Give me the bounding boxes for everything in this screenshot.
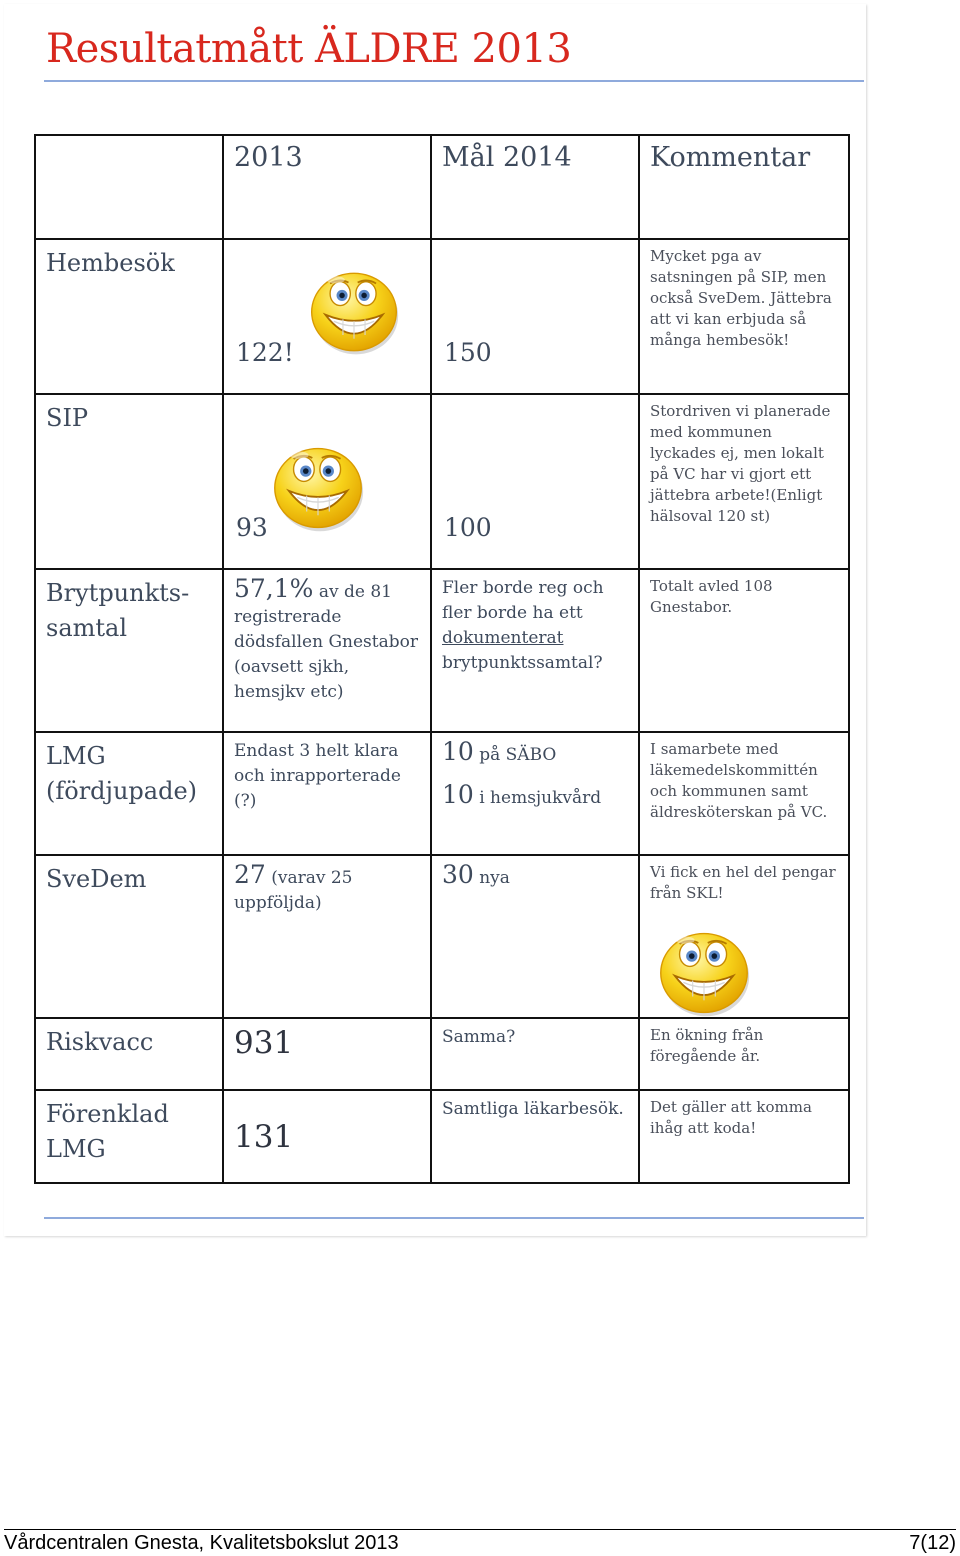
cell-lmg-goal bbox=[431, 732, 639, 855]
row-sip bbox=[35, 394, 849, 569]
row-hembesok bbox=[35, 239, 849, 394]
smiley-icon bbox=[304, 266, 404, 358]
value-hembesok-goal: 150 bbox=[444, 338, 492, 367]
value-forenklad-2013: 131 bbox=[223, 1090, 431, 1183]
label-svedem: SveDem bbox=[35, 855, 223, 1018]
smiley-icon bbox=[654, 926, 754, 1018]
bottom-rule bbox=[44, 1217, 864, 1219]
cell-svedem-comment bbox=[639, 855, 849, 1018]
cell-sip-2013 bbox=[223, 394, 431, 569]
page-title: Resultatmått ÄLDRE 2013 bbox=[46, 26, 572, 72]
slide-image bbox=[4, 4, 866, 1236]
comment-svedem: Vi fick en hel del pengar från SKL! bbox=[650, 863, 836, 902]
row-riskvacc bbox=[35, 1018, 849, 1090]
label-sip: SIP bbox=[35, 394, 223, 569]
header-goal-2014: Mål 2014 bbox=[431, 135, 639, 239]
value-riskvacc-goal: Samma? bbox=[431, 1018, 639, 1090]
value-sip-goal: 100 bbox=[444, 513, 492, 542]
comment-sip: Stordriven vi planerade med kommunen lyckades ej, men lokalt på VC har vi gjort ett jättebra arbete!(Enligt hälsoval 120 st) bbox=[639, 394, 849, 569]
header-2013: 2013 bbox=[223, 135, 431, 239]
value-lmg-2013: Endast 3 helt klara och inrapporterade (?) bbox=[223, 732, 431, 855]
value-forenklad-goal: Samtliga läkarbesök. bbox=[431, 1090, 639, 1183]
goal-lmg-hemsjukvard-text: i hemsjukvård bbox=[479, 788, 602, 808]
goal-brytpunkt-underlined: dokumenterat bbox=[442, 628, 564, 648]
cell-brytpunkt-goal bbox=[431, 569, 639, 732]
goal-svedem-text: nya bbox=[479, 868, 510, 888]
value-hembesok-2013: 122! bbox=[236, 338, 294, 367]
comment-lmg: I samarbete med läkemedelskommittén och kommunen samt äldresköterskan på VC. bbox=[639, 732, 849, 855]
cell-brytpunkt-2013 bbox=[223, 569, 431, 732]
header-comment: Kommentar bbox=[639, 135, 849, 239]
goal-lmg-hemsjukvard-number: 10 bbox=[442, 780, 474, 809]
row-svedem bbox=[35, 855, 849, 1018]
row-forenklad-lmg bbox=[35, 1090, 849, 1183]
header-row bbox=[35, 135, 849, 239]
page-footer bbox=[4, 1529, 956, 1555]
goal-lmg-sabo-text: på SÄBO bbox=[479, 745, 557, 765]
footer-document-title: Vårdcentralen Gnesta, Kvalitetsbokslut 2013 bbox=[4, 1532, 399, 1554]
results-table bbox=[34, 134, 850, 1184]
comment-hembesok: Mycket pga av satsningen på SIP, men också SveDem. Jättebra att vi kan erbjuda så många hembesök! bbox=[639, 239, 849, 394]
value-svedem-goal: 30 bbox=[442, 860, 474, 889]
value-svedem-detail: (varav 25 uppföljda) bbox=[234, 868, 353, 913]
comment-brytpunkt: Totalt avled 108 Gnestabor. bbox=[639, 569, 849, 732]
goal-lmg-sabo-number: 10 bbox=[442, 737, 474, 766]
cell-hembesok-goal bbox=[431, 239, 639, 394]
cell-sip-goal bbox=[431, 394, 639, 569]
cell-svedem-goal bbox=[431, 855, 639, 1018]
header-empty-cell bbox=[35, 135, 223, 239]
label-brytpunkt: Brytpunkts-samtal bbox=[35, 569, 223, 732]
label-riskvacc: Riskvacc bbox=[35, 1018, 223, 1090]
cell-hembesok-2013 bbox=[223, 239, 431, 394]
value-brytpunkt-percent: 57,1% bbox=[234, 574, 314, 603]
value-riskvacc-2013: 931 bbox=[223, 1018, 431, 1090]
smiley-icon bbox=[268, 441, 368, 535]
title-underline bbox=[44, 80, 864, 82]
footer-page-number: 7(12) bbox=[909, 1532, 956, 1554]
row-brytpunkt bbox=[35, 569, 849, 732]
label-forenklad-lmg: Förenklad LMG bbox=[35, 1090, 223, 1183]
label-lmg: LMG (fördjupade) bbox=[35, 732, 223, 855]
value-sip-2013: 93 bbox=[236, 513, 268, 542]
comment-forenklad: Det gäller att komma ihåg att koda! bbox=[639, 1090, 849, 1183]
comment-riskvacc: En ökning från föregående år. bbox=[639, 1018, 849, 1090]
row-lmg bbox=[35, 732, 849, 855]
value-svedem-2013: 27 bbox=[234, 860, 266, 889]
cell-svedem-2013 bbox=[223, 855, 431, 1018]
goal-brytpunkt-text-a: Fler borde reg och fler borde ha ett bbox=[442, 578, 604, 623]
label-hembesok: Hembesök bbox=[35, 239, 223, 394]
value-brytpunkt-detail: av de 81 registrerade dödsfallen Gnestabor (oavsett sjkh, hemsjkv etc) bbox=[234, 582, 418, 702]
goal-brytpunkt-text-c: brytpunktssamtal? bbox=[442, 653, 603, 673]
